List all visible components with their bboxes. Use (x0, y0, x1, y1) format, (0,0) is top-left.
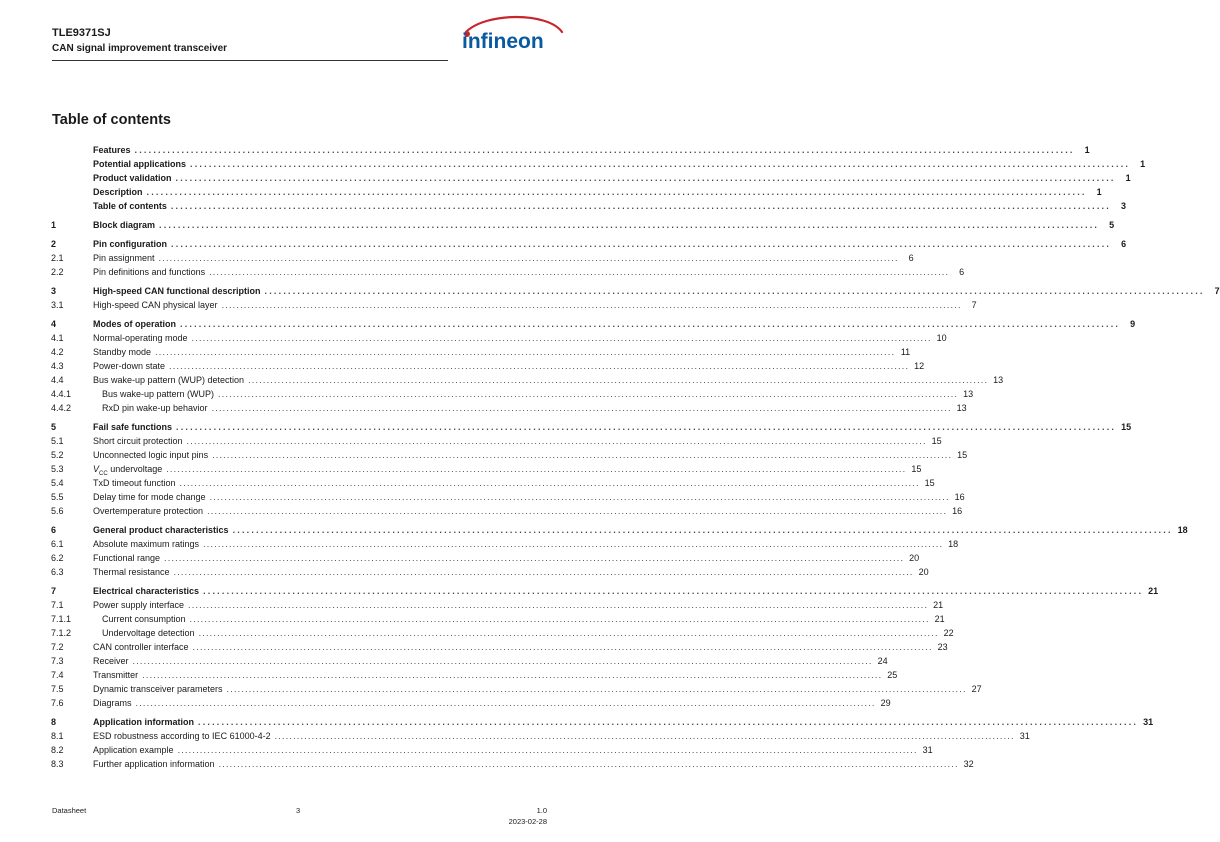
toc-leader-dots: ........................................................................................................................................................................................................ (179, 478, 920, 488)
toc-entry-page: 20 (918, 567, 929, 577)
toc-leader-dots: ........................................................................................................................................................................................................ (146, 187, 1087, 197)
toc-entry-number: 3 (51, 286, 57, 296)
toc-entry-label: Transmitter (93, 670, 139, 680)
toc-entry[interactable] (0, 448, 968, 462)
toc-entry-number: 7.5 (51, 684, 64, 694)
toc-leader-dots: ........................................................................................................................................................................................................ (264, 286, 1205, 296)
toc-entry[interactable] (0, 504, 963, 518)
document-subtitle: CAN signal improvement transceiver (52, 43, 228, 54)
toc-entry-label: Thermal resistance (93, 567, 170, 577)
toc-leader-dots: ........................................................................................................................................................................................................ (192, 642, 933, 652)
toc-entry-label: Current consumption (102, 614, 186, 624)
toc-entry[interactable] (0, 345, 911, 359)
toc-leader-dots: ........................................................................................................................................................................................................ (186, 436, 927, 446)
toc-entry-page: 6 (908, 253, 914, 263)
toc-entry-number: 6 (51, 525, 57, 535)
toc-leader-dots: ........................................................................................................................................................................................................ (169, 361, 910, 371)
toc-entry[interactable] (0, 157, 1146, 171)
toc-entry-page: 7 (971, 300, 977, 310)
toc-entry-number: 4.1 (51, 333, 64, 343)
toc-entry-page: 15 (957, 450, 968, 460)
toc-entry[interactable] (0, 551, 920, 565)
toc-entry-number: 5.2 (51, 450, 64, 460)
toc-leader-dots: ........................................................................................................................................................................................................ (221, 300, 962, 310)
toc-entry-number: 7.1.2 (51, 628, 72, 638)
toc-entry-page: 1 (1084, 145, 1090, 155)
toc-entry-page: 7 (1214, 286, 1220, 296)
toc-entry-number: 6.2 (51, 553, 64, 563)
toc-entry-label: ESD robustness according to IEC 61000-4-2 (93, 731, 271, 741)
footer-doc-type: Datasheet (52, 806, 87, 815)
page-title: Table of contents (52, 112, 171, 128)
toc-entry[interactable] (0, 584, 1159, 598)
toc-entry-page: 16 (952, 506, 963, 516)
toc-entry-number: 5.5 (51, 492, 64, 502)
toc-leader-dots: ........................................................................................................................................................................................................ (176, 422, 1117, 432)
toc-entry[interactable] (0, 317, 1136, 331)
toc-entry-page: 31 (1143, 717, 1154, 727)
toc-entry[interactable] (0, 537, 959, 551)
toc-entry-number: 8.2 (51, 745, 64, 755)
toc-leader-dots: ........................................................................................................................................................................................................ (203, 586, 1144, 596)
toc-entry-label: Pin configuration (93, 239, 167, 249)
toc-leader-dots: ........................................................................................................................................................................................................ (142, 670, 883, 680)
toc-entry-label: General product characteristics (93, 525, 229, 535)
toc-entry-page: 15 (911, 464, 922, 474)
toc-entry-label: Short circuit protection (93, 436, 183, 446)
toc-leader-dots: ........................................................................................................................................................................................................ (232, 525, 1173, 535)
toc-entry-label: Unconnected logic input pins (93, 450, 209, 460)
toc-entry[interactable] (0, 237, 1127, 251)
toc-entry[interactable] (0, 298, 977, 312)
toc-entry-label: TxD timeout function (93, 478, 176, 488)
toc-entry-label: Absolute maximum ratings (93, 539, 200, 549)
toc-leader-dots: ........................................................................................................................................................................................................ (203, 539, 944, 549)
toc-entry[interactable] (0, 185, 1102, 199)
toc-entry-number: 4.3 (51, 361, 64, 371)
toc-entry-number: 4.4 (51, 375, 64, 385)
toc-entry[interactable] (0, 729, 1030, 743)
toc-entry-page: 9 (1130, 319, 1136, 329)
toc-entry-page: 21 (933, 600, 944, 610)
toc-entry-page: 6 (959, 267, 965, 277)
toc-entry-label: Diagrams (93, 698, 132, 708)
toc-leader-dots: ........................................................................................................................................................................................................ (180, 319, 1121, 329)
toc-entry[interactable] (0, 476, 935, 490)
toc-entry-number: 7 (51, 586, 57, 596)
toc-entry[interactable] (0, 143, 1090, 157)
logo-wordmark: infineon (462, 30, 544, 53)
toc-entry-number: 5.3 (51, 464, 64, 474)
toc-entry-number: 5 (51, 422, 57, 432)
toc-entry-label: Overtemperature protection (93, 506, 204, 516)
table-of-contents (0, 143, 1220, 771)
toc-entry[interactable] (0, 715, 1154, 729)
toc-entry-page: 13 (956, 403, 967, 413)
toc-entry[interactable] (0, 265, 965, 279)
footer-version: 1.0 (536, 806, 547, 815)
toc-entry-number: 2 (51, 239, 57, 249)
toc-entry[interactable] (0, 654, 888, 668)
toc-entry-number: 2.1 (51, 253, 64, 263)
toc-entry-page: 21 (934, 614, 945, 624)
toc-entry-label: Power-down state (93, 361, 166, 371)
toc-entry-number: 8 (51, 717, 57, 727)
toc-entry-label: Table of contents (93, 201, 167, 211)
toc-entry-page: 12 (914, 361, 925, 371)
toc-entry-page: 18 (1177, 525, 1188, 535)
toc-entry-label: Application example (93, 745, 174, 755)
toc-entry-label: Bus wake-up pattern (WUP) (102, 389, 215, 399)
document-id: TLE9371SJ (52, 27, 111, 39)
toc-entry-page: 27 (971, 684, 982, 694)
toc-entry-label: Delay time for mode change (93, 492, 206, 502)
toc-leader-dots: ........................................................................................................................................................................................................ (173, 567, 914, 577)
toc-entry-number: 6.1 (51, 539, 64, 549)
toc-entry-label: Potential applications (93, 159, 187, 169)
toc-entry-page: 3 (1120, 201, 1126, 211)
toc-leader-dots: ........................................................................................................................................................................................................ (226, 684, 967, 694)
toc-entry[interactable] (0, 640, 948, 654)
toc-entry-page: 18 (948, 539, 959, 549)
toc-entry[interactable] (0, 218, 1115, 232)
toc-entry[interactable] (0, 331, 947, 345)
toc-entry-number: 1 (51, 220, 57, 230)
toc-entry-label: High-speed CAN functional description (93, 286, 261, 296)
toc-entry-label: $V_{CC}$ undervoltage (93, 464, 163, 477)
toc-entry[interactable] (0, 434, 942, 448)
toc-entry-page: 13 (963, 389, 974, 399)
toc-entry-label: High-speed CAN physical layer (93, 300, 218, 310)
toc-entry[interactable] (0, 401, 967, 415)
toc-entry[interactable] (0, 199, 1126, 213)
toc-entry-label: Electrical characteristics (93, 586, 200, 596)
toc-entry-label: Standby mode (93, 347, 152, 357)
toc-entry-label: Application information (93, 717, 194, 727)
toc-entry[interactable] (0, 668, 898, 682)
toc-entry-page: 13 (993, 375, 1004, 385)
toc-entry-label: Further application information (93, 759, 215, 769)
toc-leader-dots: ........................................................................................................................................................................................................ (209, 492, 950, 502)
toc-entry-number: 7.3 (51, 656, 64, 666)
toc-leader-dots: ........................................................................................................................................................................................................ (198, 717, 1139, 727)
toc-entry-label: CAN controller interface (93, 642, 189, 652)
toc-entry-number: 4.4.2 (51, 403, 72, 413)
toc-entry-page: 15 (931, 436, 942, 446)
toc-entry-number: 5.6 (51, 506, 64, 516)
toc-entry-number: 5.4 (51, 478, 64, 488)
toc-leader-dots: ........................................................................................................................................................................................................ (171, 239, 1112, 249)
toc-entry-label: Bus wake-up pattern (WUP) detection (93, 375, 245, 385)
toc-entry-page: 15 (924, 478, 935, 488)
toc-entry-page: 1 (1140, 159, 1146, 169)
toc-entry-label: Product validation (93, 173, 172, 183)
toc-entry-page: 20 (909, 553, 920, 563)
footer-date: 2023-02-28 (508, 817, 547, 826)
toc-leader-dots: ........................................................................................................................................................................................................ (159, 220, 1100, 230)
toc-entry-label: Undervoltage detection (102, 628, 195, 638)
toc-entry-number: 8.3 (51, 759, 64, 769)
toc-entry-page: 21 (1148, 586, 1159, 596)
toc-entry-number: 4 (51, 319, 57, 329)
toc-entry[interactable] (0, 626, 954, 640)
toc-entry-label: Receiver (93, 656, 129, 666)
toc-entry-page: 25 (887, 670, 898, 680)
toc-entry[interactable] (0, 387, 974, 401)
toc-entry[interactable] (0, 523, 1188, 537)
toc-leader-dots: ........................................................................................................................................................................................................ (132, 656, 873, 666)
toc-entry-number: 6.3 (51, 567, 64, 577)
toc-entry-page: 5 (1109, 220, 1115, 230)
toc-entry-number: 7.2 (51, 642, 64, 652)
toc-entry-label: Pin assignment (93, 253, 155, 263)
toc-leader-dots: ........................................................................................................................................................................................................ (190, 159, 1131, 169)
toc-entry-label: Block diagram (93, 220, 156, 230)
toc-entry[interactable] (0, 598, 944, 612)
toc-leader-dots: ........................................................................................................................................................................................................ (212, 450, 953, 460)
toc-entry-page: 22 (943, 628, 954, 638)
toc-entry[interactable] (0, 682, 982, 696)
page-header (52, 26, 448, 61)
toc-leader-dots: ........................................................................................................................................................................................................ (218, 759, 959, 769)
toc-entry[interactable] (0, 171, 1131, 185)
toc-entry-label: Power supply interface (93, 600, 185, 610)
toc-entry-number: 7.1.1 (51, 614, 72, 624)
toc-entry-label: Features (93, 145, 131, 155)
infineon-logo (456, 14, 566, 56)
toc-leader-dots: ........................................................................................................................................................................................................ (211, 403, 952, 413)
toc-entry-page: 32 (963, 759, 974, 769)
toc-entry-label: Dynamic transceiver parameters (93, 684, 223, 694)
toc-leader-dots: ........................................................................................................................................................................................................ (155, 347, 896, 357)
toc-leader-dots: ........................................................................................................................................................................................................ (188, 600, 929, 610)
toc-leader-dots: ........................................................................................................................................................................................................ (274, 731, 1015, 741)
toc-entry[interactable] (0, 757, 974, 771)
toc-entry[interactable] (0, 359, 925, 373)
toc-leader-dots: ........................................................................................................................................................................................................ (134, 145, 1075, 155)
toc-entry-label: Description (93, 187, 143, 197)
toc-leader-dots: ........................................................................................................................................................................................................ (189, 614, 930, 624)
toc-entry[interactable] (0, 373, 1004, 387)
toc-leader-dots: ........................................................................................................................................................................................................ (166, 464, 907, 474)
toc-entry-label: RxD pin wake-up behavior (102, 403, 208, 413)
toc-entry[interactable] (0, 490, 965, 504)
footer-page-number: 3 (296, 806, 301, 815)
toc-entry-number: 4.4.1 (51, 389, 72, 399)
toc-entry-page: 1 (1096, 187, 1102, 197)
toc-entry[interactable] (0, 743, 933, 757)
toc-leader-dots: ........................................................................................................................................................................................................ (198, 628, 939, 638)
toc-entry[interactable] (0, 284, 1220, 298)
toc-entry-page: 6 (1121, 239, 1127, 249)
toc-entry[interactable] (0, 251, 914, 265)
toc-leader-dots: ........................................................................................................................................................................................................ (177, 745, 918, 755)
toc-entry-label: Modes of operation (93, 319, 176, 329)
toc-entry-page: 1 (1125, 173, 1131, 183)
toc-entry[interactable] (0, 420, 1132, 434)
toc-entry-label: Functional range (93, 553, 161, 563)
toc-entry-page: 15 (1121, 422, 1132, 432)
toc-entry-page: 16 (954, 492, 965, 502)
toc-entry-number: 8.1 (51, 731, 64, 741)
toc-entry-label: Fail safe functions (93, 422, 173, 432)
toc-entry-label: Normal-operating mode (93, 333, 188, 343)
toc-leader-dots: ........................................................................................................................................................................................................ (135, 698, 876, 708)
toc-leader-dots: ........................................................................................................................................................................................................ (207, 506, 948, 516)
toc-entry-number: 7.1 (51, 600, 64, 610)
toc-entry-number: 5.1 (51, 436, 64, 446)
toc-leader-dots: ........................................................................................................................................................................................................ (191, 333, 932, 343)
toc-leader-dots: ........................................................................................................................................................................................................ (158, 253, 899, 263)
toc-leader-dots: ........................................................................................................................................................................................................ (170, 201, 1111, 211)
toc-leader-dots: ........................................................................................................................................................................................................ (218, 389, 959, 399)
toc-entry-page: 23 (937, 642, 948, 652)
toc-entry-number: 7.4 (51, 670, 64, 680)
toc-entry-page: 11 (900, 347, 911, 357)
toc-entry-number: 4.2 (51, 347, 64, 357)
toc-entry-page: 24 (877, 656, 888, 666)
toc-entry-number: 3.1 (51, 300, 64, 310)
toc-entry-label: Pin definitions and functions (93, 267, 206, 277)
toc-entry[interactable] (0, 696, 891, 710)
toc-leader-dots: ........................................................................................................................................................................................................ (209, 267, 950, 277)
toc-entry[interactable] (0, 612, 945, 626)
toc-leader-dots: ........................................................................................................................................................................................................ (164, 553, 905, 563)
toc-entry-page: 10 (936, 333, 947, 343)
toc-entry-page: 29 (880, 698, 891, 708)
toc-leader-dots: ........................................................................................................................................................................................................ (248, 375, 989, 385)
toc-entry[interactable] (0, 462, 922, 477)
toc-entry[interactable] (0, 565, 929, 579)
toc-entry-page: 31 (922, 745, 933, 755)
toc-entry-page: 31 (1019, 731, 1030, 741)
toc-leader-dots: ........................................................................................................................................................................................................ (175, 173, 1116, 183)
toc-entry-number: 2.2 (51, 267, 64, 277)
toc-entry-number: 7.6 (51, 698, 64, 708)
